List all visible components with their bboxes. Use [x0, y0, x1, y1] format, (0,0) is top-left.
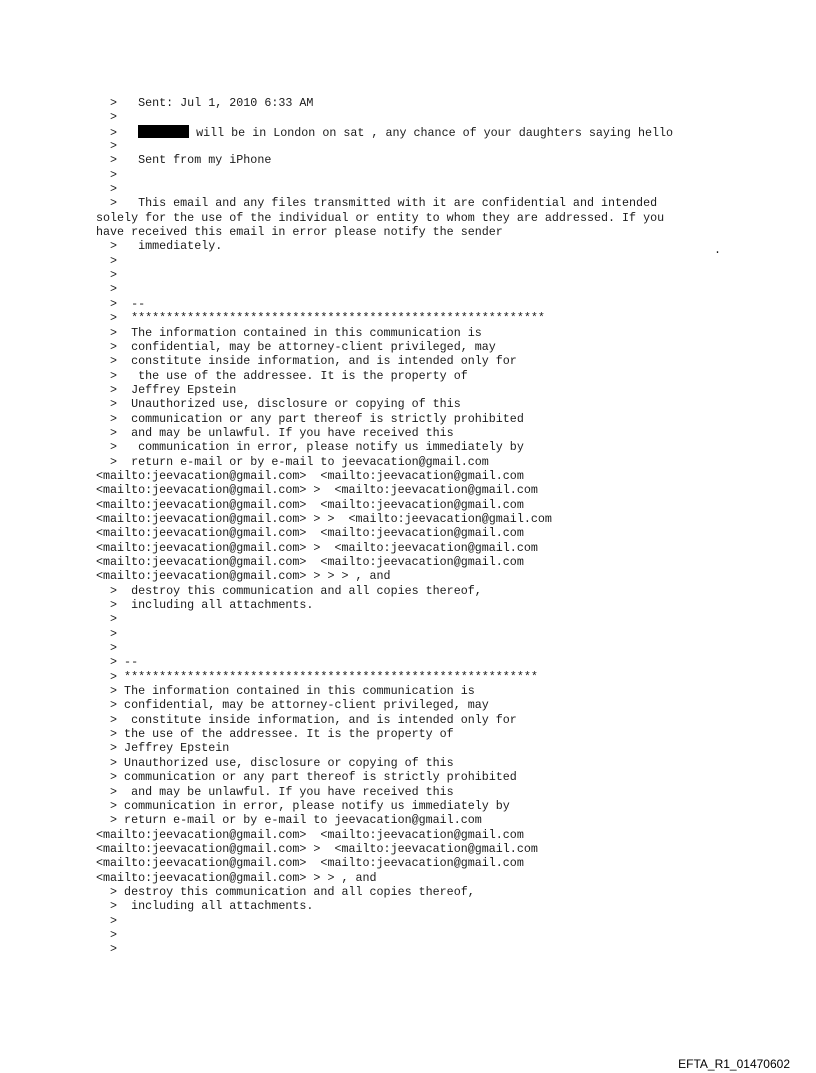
email-line: <mailto:jeevacation@gmail.com> > > , and — [96, 870, 377, 885]
email-line: > including all attachments. — [96, 598, 314, 613]
email-line: > Sent from my iPhone — [96, 153, 272, 168]
email-line — [96, 125, 736, 139]
email-line: > confidential, may be attorney-client privileged, may — [96, 339, 496, 354]
email-line: > constitute inside information, and is intended only for — [96, 354, 517, 369]
email-line: > Jeffrey Epstein — [96, 741, 230, 756]
email-line: > communication or any part thereof is strictly prohibited — [96, 411, 524, 426]
email-line: > the use of the addressee. It is the property of — [96, 727, 454, 742]
email-line: <mailto:jeevacation@gmail.com> > <mailto:jeevacation@gmail.com — [96, 483, 538, 498]
email-line: > The information contained in this communication is — [96, 325, 482, 340]
email-line: <mailto:jeevacation@gmail.com> > > > , and — [96, 569, 391, 584]
redaction-bar — [138, 125, 189, 138]
email-line: > — [96, 167, 118, 182]
email-line: > constitute inside information, and is intended only for — [96, 712, 517, 727]
email-line: > — [96, 942, 118, 957]
email-line: > destroy this communication and all copies thereof, — [96, 583, 482, 598]
email-line: > communication in error, please notify us immediately by — [96, 798, 510, 813]
email-line: > — [96, 927, 118, 942]
email-line: > communication or any part thereof is strictly prohibited — [96, 770, 517, 785]
email-line: > -- — [96, 296, 146, 311]
email-line: > destroy this communication and all copies thereof, — [96, 884, 475, 899]
email-line: solely for the use of the individual or entity to whom they are addressed. If you — [96, 210, 665, 225]
email-line: > — [96, 612, 118, 627]
email-line: > — [96, 913, 118, 928]
bates-number: EFTA_R1_01470602 — [678, 1057, 790, 1071]
email-line: > Jeffrey Epstein — [96, 382, 237, 397]
email-line: > -- — [96, 655, 139, 670]
email-line: <mailto:jeevacation@gmail.com> <mailto:jeevacation@gmail.com — [96, 856, 524, 871]
email-line: > This email and any files transmitted with it are confidential and intended — [96, 196, 658, 211]
email-line: > — [96, 253, 118, 268]
email-line: > — [96, 182, 118, 197]
email-line: > — [96, 626, 118, 641]
email-line: > Unauthorized use, disclosure or copying of this — [96, 397, 461, 412]
email-line: > return e-mail or by e-mail to jeevacation@gmail.com — [96, 813, 482, 828]
email-line: > *********************************************************** — [96, 669, 538, 684]
email-line: > Unauthorized use, disclosure or copying of this — [96, 755, 454, 770]
email-line: > — [96, 641, 118, 656]
email-line: <mailto:jeevacation@gmail.com> <mailto:jeevacation@gmail.com — [96, 827, 524, 842]
email-line: > — [96, 110, 118, 125]
email-line: > communication in error, please notify us immediately by — [96, 440, 524, 455]
email-line: <mailto:jeevacation@gmail.com> > > <mailto:jeevacation@gmail.com — [96, 511, 552, 526]
email-line: > and may be unlawful. If you have received this — [96, 425, 454, 440]
email-line: > *********************************************************** — [96, 311, 545, 326]
email-line: <mailto:jeevacation@gmail.com> > <mailto:jeevacation@gmail.com — [96, 540, 538, 555]
stray-period: . — [714, 243, 722, 257]
email-line: > Sent: Jul 1, 2010 6:33 AM — [96, 96, 314, 110]
email-line: have received this email in error please notify the sender — [96, 225, 503, 240]
email-line: <mailto:jeevacation@gmail.com> <mailto:jeevacation@gmail.com — [96, 497, 524, 512]
email-body — [96, 96, 736, 957]
email-line: > and may be unlawful. If you have received this — [96, 784, 454, 799]
quote-marker: > — [96, 125, 139, 140]
email-line: <mailto:jeevacation@gmail.com> <mailto:jeevacation@gmail.com — [96, 468, 524, 483]
email-line: > immediately. — [96, 239, 223, 254]
redacted-line-text: will be in London on sat , any chance of your daughters saying hello — [196, 125, 674, 140]
email-line: > return e-mail or by e-mail to jeevacation@gmail.com — [96, 454, 489, 469]
email-line: > — [96, 282, 118, 297]
email-line: <mailto:jeevacation@gmail.com> <mailto:jeevacation@gmail.com — [96, 555, 524, 569]
email-line: > confidential, may be attorney-client privileged, may — [96, 698, 489, 713]
email-line: > including all attachments. — [96, 899, 314, 914]
email-line: > the use of the addressee. It is the property of — [96, 368, 468, 383]
email-line: <mailto:jeevacation@gmail.com> <mailto:jeevacation@gmail.com — [96, 526, 524, 541]
email-line: > — [96, 139, 118, 154]
email-line: > — [96, 268, 118, 283]
email-line: > The information contained in this communication is — [96, 684, 475, 699]
email-line: <mailto:jeevacation@gmail.com> > <mailto:jeevacation@gmail.com — [96, 841, 538, 856]
